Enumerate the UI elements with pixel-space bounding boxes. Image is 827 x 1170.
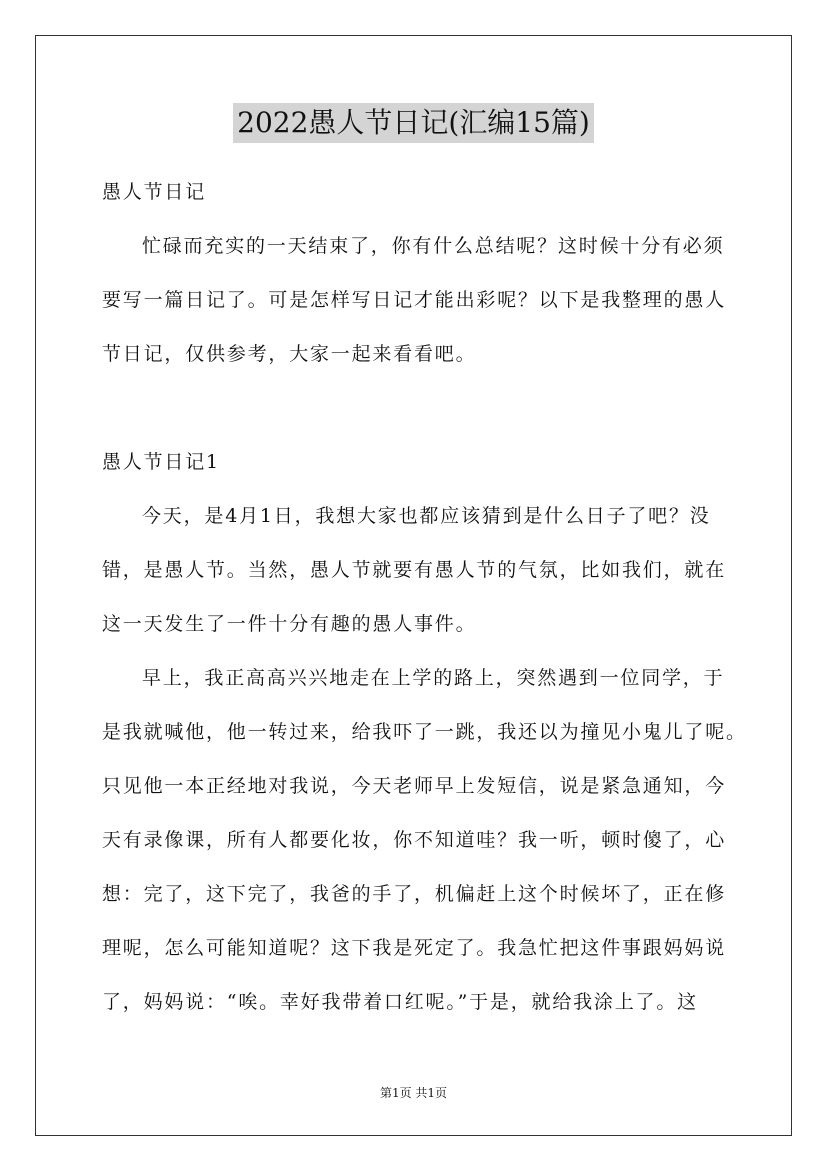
blank-line xyxy=(102,381,728,435)
section-heading: 愚人节日记 xyxy=(102,181,207,203)
document-title-wrap xyxy=(0,103,827,143)
paragraph-line: 今天，是4月1日，我想大家也都应该猜到是什么日子了吧？没 xyxy=(142,505,711,527)
paragraph-line: 这一天发生了一件十分有趣的愚人事件。 xyxy=(102,613,477,635)
paragraph-line: 是我就喊他，他一转过来，给我吓了一跳，我还以为撞见小鬼儿了呢。 xyxy=(102,721,747,743)
paragraph-line: 错，是愚人节。当然，愚人节就要有愚人节的气氛，比如我们，就在 xyxy=(102,559,727,581)
paragraph-line: 了，妈妈说：“唉。幸好我带着口红呢。”于是，就给我涂上了。这 xyxy=(102,991,698,1013)
paragraph-line: 早上，我正高高兴兴地走在上学的路上，突然遇到一位同学，于 xyxy=(142,667,725,689)
paragraph-line: 只见他一本正经地对我说，今天老师早上发短信，说是紧急通知，今 xyxy=(102,775,727,797)
paragraph-line: 天有录像课，所有人都要化妆，你不知道哇？我一听，顿时傻了，心 xyxy=(102,829,727,851)
section-heading: 愚人节日记1 xyxy=(102,451,220,473)
page-footer: 第1页 共1页 xyxy=(379,1086,448,1100)
document-title: 2022愚人节日记(汇编15篇) xyxy=(233,103,594,143)
intro-line: 要写一篇日记了。可是怎样写日记才能出彩呢？以下是我整理的愚人 xyxy=(102,289,727,311)
intro-line: 节日记，仅供参考，大家一起来看看吧。 xyxy=(102,343,477,365)
paragraph-line: 理呢，怎么可能知道呢？这下我是死定了。我急忙把这件事跟妈妈说 xyxy=(102,937,727,959)
document-body xyxy=(102,165,747,1029)
paragraph-line: 想：完了，这下完了，我爸的手了，机偏赶上这个时候坏了，正在修 xyxy=(102,883,727,905)
intro-line: 忙碌而充实的一天结束了，你有什么总结呢？这时候十分有必须 xyxy=(142,235,725,257)
